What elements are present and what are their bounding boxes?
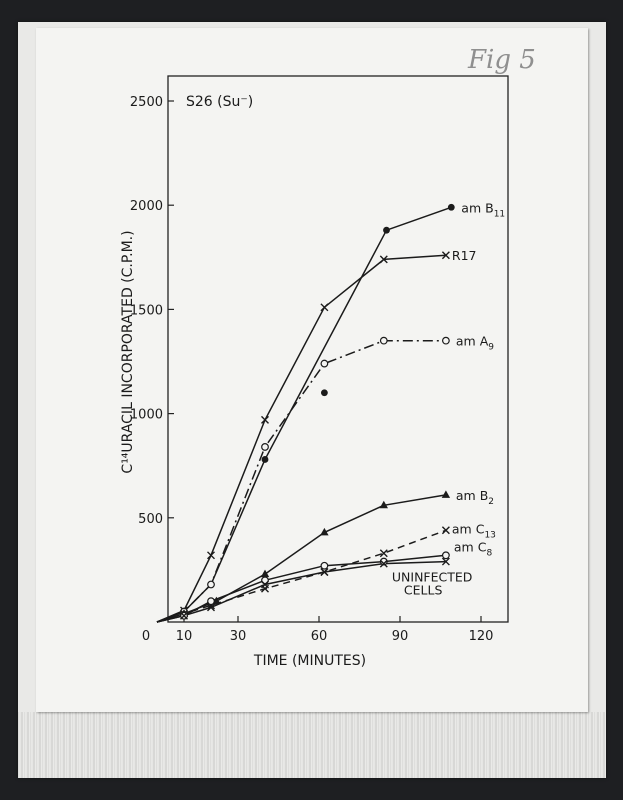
x-tick-label: 30 — [229, 629, 247, 644]
data-point — [381, 337, 388, 344]
data-point — [443, 337, 450, 344]
y-tick-label: 1000 — [129, 407, 163, 423]
data-point — [208, 581, 215, 588]
series-label: am $B_{11}$ — [461, 200, 506, 220]
y-axis-label: C¹⁴URACIL INCORPORATED (C.P.M.) — [120, 230, 136, 474]
series-label-line2: CELLS — [403, 582, 443, 598]
series-label: R17 — [451, 248, 477, 264]
series-line-amc8 — [157, 555, 446, 622]
data-point — [261, 570, 269, 578]
data-point — [321, 360, 328, 367]
data-point — [443, 552, 450, 559]
data-point — [442, 490, 450, 498]
x-tick-label: 60 — [310, 629, 328, 644]
series-line-r17 — [157, 255, 446, 622]
x-tick-label: 10 — [175, 629, 193, 644]
x-tick-label: 120 — [468, 629, 494, 644]
data-point — [321, 562, 328, 569]
series-label: am $C_{13}$ — [451, 521, 496, 541]
y-tick-label: 2000 — [129, 199, 163, 215]
x-tick-label: 90 — [391, 629, 409, 644]
series-label: am $A_9$ — [455, 333, 495, 353]
x-tick-label: 0 — [141, 629, 151, 644]
data-point — [262, 416, 269, 423]
series-label: am $C_8$ — [453, 539, 493, 559]
chart-title: S26 (Su⁻) — [186, 94, 254, 110]
series-labels — [392, 200, 505, 597]
series-line-amb2 — [157, 495, 446, 622]
series-label: am $B_2$ — [455, 487, 495, 507]
data-point — [321, 389, 328, 396]
series-lines — [157, 207, 451, 622]
y-tick-label: 2500 — [129, 95, 163, 110]
data-point — [383, 227, 390, 234]
series-markers — [180, 204, 455, 619]
y-tick-label: 1500 — [129, 303, 163, 319]
series-label: UNINFECTED — [391, 569, 473, 585]
y-tick-label: 500 — [138, 511, 163, 527]
data-point — [321, 304, 328, 311]
data-point — [208, 598, 215, 605]
data-point — [208, 552, 215, 559]
figure-note: Fig 5 — [468, 45, 536, 75]
x-axis-label: TIME (MINUTES) — [253, 653, 367, 669]
data-point — [262, 444, 269, 451]
data-point — [442, 527, 449, 534]
data-point — [448, 204, 455, 211]
data-point — [262, 456, 269, 463]
